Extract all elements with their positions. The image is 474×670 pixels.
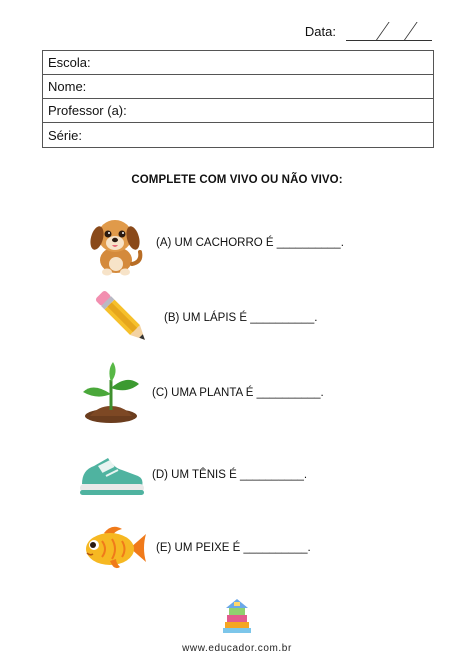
footer-url[interactable]: www.educador.com.br (182, 643, 292, 654)
date-field (305, 22, 432, 41)
question-a (80, 208, 344, 278)
question-text: (D) UM TÊNIS É __________. (152, 469, 308, 481)
question-d (76, 440, 307, 510)
question-b (88, 283, 317, 353)
question-text: (A) UM CACHORRO É __________. (156, 237, 344, 249)
student-info-table (42, 50, 434, 148)
teacher-field[interactable]: Professor (a): (43, 99, 433, 123)
fish-icon (80, 513, 150, 583)
question-e (80, 513, 311, 583)
name-field[interactable]: Nome: (43, 75, 433, 99)
question-c (76, 358, 324, 428)
pencil-icon (88, 283, 158, 353)
date-input-line[interactable] (346, 22, 432, 41)
question-text: (E) UM PEIXE É __________. (156, 542, 311, 554)
date-label: Data: (304, 24, 336, 39)
question-text: (B) UM LÁPIS É __________. (164, 312, 318, 324)
plant-icon (76, 358, 146, 428)
grade-field[interactable]: Série: (48, 127, 82, 143)
school-field[interactable]: Escola: (43, 51, 433, 75)
instruction-title: COMPLETE COM VIVO OU NÃO VIVO: (131, 174, 343, 186)
educador-logo-icon (219, 598, 255, 638)
question-text: (C) UMA PLANTA É __________. (152, 387, 324, 399)
sneaker-icon (76, 440, 146, 510)
dog-icon (80, 208, 150, 278)
